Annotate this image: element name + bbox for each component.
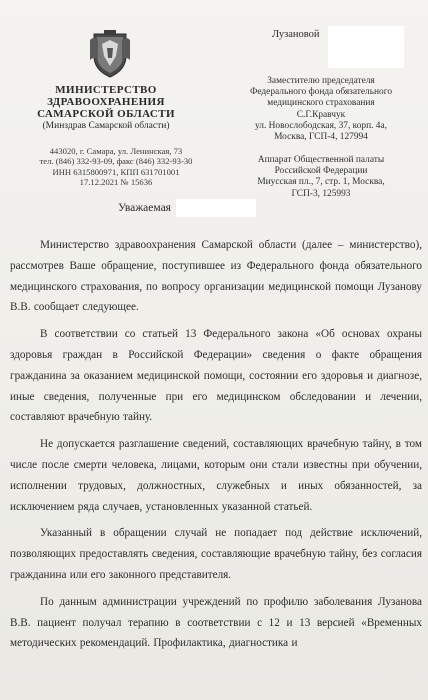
addressee2-line-1: Аппарат Общественной палаты	[257, 155, 385, 165]
body-paragraph: Министерство здравоохранения Самарской области (далее – министерство), рассмотрев Ваше обращение, поступившее из Федерального фонда обязательного медицинского страхования, по вопросу организации медицинской помощи Лузанову В.В. сообщает следующее.	[10, 239, 422, 314]
addressee-ffoms	[232, 76, 410, 143]
salutation: Уважаемая	[118, 202, 171, 214]
document-date-number: 17.12.2021 № 15636	[79, 177, 153, 188]
address-line-2: тел. (846) 332-93-09, факс (846) 332-93-30	[39, 156, 193, 167]
coat-of-arms-emblem	[88, 30, 132, 80]
addressee-public-chamber	[232, 155, 410, 200]
addressee1-line-4: С.Г.Кравчук	[296, 109, 346, 120]
body-paragraph: Не допускается разглашение сведений, составляющих врачебную тайну, в том числе после смерти человека, лицами, которым они стали известны при обучении, исполнении трудовых, должностных, служебных и иных обязанностей, за исключением ряда случаев, установленных указанной статьей.	[10, 438, 422, 513]
sender-address	[30, 146, 202, 188]
redaction-box	[176, 199, 256, 217]
address-line-3: ИНН 6315800971, КПП 631701001	[52, 166, 180, 177]
addressee1-line-3: медицинского страхования	[267, 98, 375, 109]
body-paragraph: В соответствии со статьей 13 Федерального закона «Об основах охраны здоровья граждан в Российской Федерации» сведения о факте обращения гражданина за оказанием медицинской помощи, состоянии его здоровья и диагнозе, иные сведения, полученные при его медицинском обследовании и лечении, составляют врачебную тайну.	[10, 328, 422, 424]
ministry-line-3: САМАРСКОЙ ОБЛАСТИ	[37, 108, 175, 120]
addressee1-line-5: ул. Новослободская, 37, корп. 4а,	[254, 120, 387, 131]
ministry-abbreviation: (Минздрав Самарской области)	[42, 121, 170, 131]
addressee1-line-6: Москва, ГСП-4, 127994	[274, 132, 368, 143]
addressee2-line-2: Российской Федерации	[274, 166, 368, 177]
letter-body	[10, 235, 422, 660]
addressee2-line-3: Миусская пл., 7, стр. 1, Москва,	[257, 177, 385, 188]
redaction-box	[328, 26, 404, 68]
addressee1-line-2: Федерального фонда обязательного	[249, 87, 393, 98]
recipient-surname: Лузановой	[272, 29, 320, 40]
body-paragraph: Указанный в обращении случай не попадает под действие исключений, позволяющих предоставлять сведения, составляющие врачебную тайну, без согласия гражданина или его законного представителя.	[10, 527, 422, 581]
body-paragraph: По данным администрации учреждений по профилю заболевания Лузанова В.В. пациент получал терапию в соответствии с 12 и 13 версией «Временных методических рекомендаций. Профилактика, диагностика и	[10, 595, 422, 650]
ministry-line-1: МИНИСТЕРСТВО	[55, 84, 157, 96]
addressee2-line-4: ГСП-3, 125993	[291, 188, 351, 199]
ministry-line-2: ЗДРАВООХРАНЕНИЯ	[47, 96, 165, 108]
ministry-name	[20, 84, 192, 132]
address-line-1: 443020, г. Самара, ул. Ленинская, 73	[49, 146, 183, 156]
addressee1-line-1: Заместителю председателя	[267, 76, 375, 86]
